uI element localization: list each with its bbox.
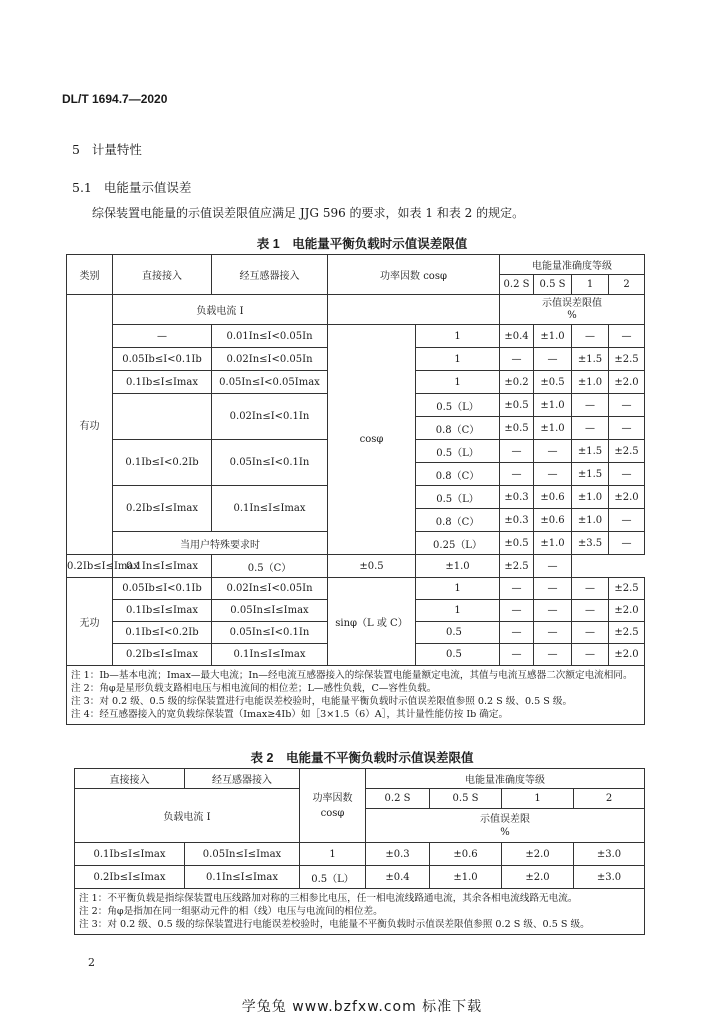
table-cell: 0.1In≤I≤Imax xyxy=(212,486,328,532)
site-footer: 学兔兔 www.bzfxw.com 标准下载 xyxy=(241,999,483,1015)
table-cell: — xyxy=(609,532,645,555)
table-cell: ±0.5 xyxy=(500,417,534,440)
table-cell: ±1.0 xyxy=(534,325,572,348)
header-accuracy: 电能量准确度等级 xyxy=(500,255,645,275)
special-requirement: 当用户特殊要求时 xyxy=(113,532,328,555)
table-cell: 0.2Ib≤I≤Imax xyxy=(75,866,185,889)
class-header: 1 xyxy=(502,789,574,809)
note-2: 注 2：角φ是指加在同一组驱动元件的相（线）电压与电流间的相位差。 xyxy=(79,906,383,917)
table-cell: — xyxy=(572,394,609,417)
table-cell: — xyxy=(534,578,572,600)
table-cell: — xyxy=(609,463,645,486)
table-cell: 0.1In≤I≤Imax xyxy=(212,644,328,666)
table-cell: — xyxy=(572,325,609,348)
table-cell: ±0.5 xyxy=(500,394,534,417)
class-header: 0.5 S xyxy=(430,789,502,809)
table-cell: 0.5 xyxy=(416,622,500,644)
table-cell: 0.1Ib≤I<0.2Ib xyxy=(113,440,212,486)
table-cell: ±1.0 xyxy=(430,866,502,889)
table-cell: 0.02In≤I<0.1In xyxy=(212,394,328,440)
table-cell: ±3.0 xyxy=(574,866,645,889)
table-cell: — xyxy=(534,463,572,486)
section-number: 5.1 xyxy=(72,180,92,195)
table-cell: 0.1Ib≤I≤Imax xyxy=(113,600,212,622)
table-2-notes xyxy=(75,889,645,935)
percent-label: % xyxy=(500,826,510,838)
header-direct: 直接接入 xyxy=(113,255,212,295)
table-cell: 1 xyxy=(416,600,500,622)
table-cell: 0.2Ib≤I≤Imax xyxy=(113,644,212,666)
table-cell: — xyxy=(500,622,534,644)
table-cell: ±0.5 xyxy=(534,371,572,394)
section-5-heading xyxy=(72,140,142,158)
table-cell: 1 xyxy=(416,371,500,394)
table-cell: ±2.0 xyxy=(502,866,574,889)
table-cell: — xyxy=(609,417,645,440)
table-cell: — xyxy=(500,644,534,666)
table-cell: — xyxy=(500,348,534,371)
table-cell: 1 xyxy=(416,578,500,600)
table-cell: ±2.0 xyxy=(609,600,645,622)
table-cell: ±2.5 xyxy=(609,348,645,371)
error-limit-label: 示值误差限值 xyxy=(542,297,602,309)
header-direct: 直接接入 xyxy=(75,769,185,789)
section-number: 5 xyxy=(72,142,80,157)
table-cell: ±3.5 xyxy=(572,532,609,555)
table-cell: — xyxy=(500,440,534,463)
table-cell: — xyxy=(534,622,572,644)
table-cell: 0.5（L） xyxy=(416,394,500,417)
table-cell: 0.05In≤I<0.1In xyxy=(212,440,328,486)
table-cell: — xyxy=(534,600,572,622)
table-cell: 0.2Ib≤I≤Imax xyxy=(113,486,212,532)
header-load-current: 负载电流 I xyxy=(75,789,300,843)
table-cell: 0.1Ib≤I<0.2Ib xyxy=(113,622,212,644)
percent-label: % xyxy=(567,309,577,321)
table-cell: ±1.0 xyxy=(534,532,572,555)
table-1-caption: 表 1 电能量平衡负载时示值误差限值 xyxy=(256,237,468,251)
table-cell: 0.5 xyxy=(416,644,500,666)
header-category: 类别 xyxy=(67,255,113,295)
table-cell: ±1.0 xyxy=(572,509,609,532)
table-cell: 0.05In≤I≤Imax xyxy=(212,600,328,622)
table-cell: ±1.0 xyxy=(416,555,500,578)
table-cell: — xyxy=(572,622,609,644)
table-cell: ±0.2 xyxy=(500,371,534,394)
class-header: 2 xyxy=(574,789,645,809)
header-power-factor: 功率因数 cosφ xyxy=(300,769,366,843)
table-cell: ±2.0 xyxy=(502,843,574,866)
note-4: 注 4：经互感器接入的宽负载综保装置（Imax≥4Ib）如［3×1.5（6）A］，其计量性能仿按 Ib 确定。 xyxy=(71,709,509,720)
table-cell: ±1.5 xyxy=(572,440,609,463)
table-cell: ±2.5 xyxy=(500,555,534,578)
header-load-current: 负载电流 I xyxy=(113,295,328,325)
table-cell: 0.02In≤I<0.05In xyxy=(212,578,328,600)
table-cell: — xyxy=(534,440,572,463)
table-2 xyxy=(74,768,645,935)
class-header: 0.2 S xyxy=(366,789,430,809)
table-cell: ±0.4 xyxy=(366,866,430,889)
table-cell: 0.05Ib≤I<0.1Ib xyxy=(113,348,212,371)
note-1: 注 1：不平衡负载是指综保装置电压线路加对称的三相参比电压，任一相电流线路通电流，其余各相电流线路无电流。 xyxy=(79,893,578,904)
header-via-ct: 经互感器接入 xyxy=(212,255,328,295)
table-cell: 0.8（C） xyxy=(416,417,500,440)
table-cell: ±0.5 xyxy=(500,532,534,555)
table-cell: ±1.5 xyxy=(572,348,609,371)
table-cell xyxy=(113,394,212,440)
table-cell: — xyxy=(609,509,645,532)
table-cell: — xyxy=(500,600,534,622)
table-cell: 0.1Ib≤I≤Imax xyxy=(75,843,185,866)
table-cell: ±1.0 xyxy=(572,371,609,394)
table-cell: ±2.0 xyxy=(609,486,645,509)
error-limit-label: 示值误差限 xyxy=(480,813,530,825)
header-accuracy: 电能量准确度等级 xyxy=(366,769,645,789)
table-cell: ±0.3 xyxy=(500,509,534,532)
table-cell: — xyxy=(534,644,572,666)
table-cell: 1 xyxy=(300,843,366,866)
table-cell: 1 xyxy=(416,348,500,371)
table-cell: ±0.5 xyxy=(328,555,416,578)
note-3: 注 3：对 0.2 级、0.5 级的综保装置进行电能误差校验时，电能量平衡负载时示值误差限值参照 0.2 S 级、0.5 S 级。 xyxy=(71,696,573,707)
class-header: 0.5 S xyxy=(534,275,572,295)
section-title: 电能量示值误差 xyxy=(103,180,192,195)
table-cell: 0.02In≤I<0.05In xyxy=(212,348,328,371)
header-power-factor: 功率因数 cosφ xyxy=(328,255,500,295)
table-cell: — xyxy=(572,417,609,440)
table-cell: ±0.3 xyxy=(500,486,534,509)
class-header: 1 xyxy=(572,275,609,295)
cos-phi-label: cosφ xyxy=(328,325,416,555)
section-5-1-heading xyxy=(72,178,191,196)
table-cell: — xyxy=(609,394,645,417)
table-cell: 0.1Ib≤I≤Imax xyxy=(113,371,212,394)
category-reactive: 无功 xyxy=(67,578,113,666)
table-cell: 0.1In≤I≤Imax xyxy=(113,555,212,578)
table-cell: ±2.5 xyxy=(609,578,645,600)
header-error-limit xyxy=(366,809,645,843)
table-cell: ±1.0 xyxy=(534,417,572,440)
table-cell: ±1.0 xyxy=(572,486,609,509)
table-cell: 1 xyxy=(416,325,500,348)
table-cell: ±0.6 xyxy=(534,509,572,532)
table-cell: ±1.0 xyxy=(534,394,572,417)
table-cell: ±2.0 xyxy=(609,644,645,666)
table-cell: 0.8（C） xyxy=(416,463,500,486)
section-title: 计量特性 xyxy=(91,142,142,157)
header-via-ct: 经互感器接入 xyxy=(185,769,300,789)
page-number: 2 xyxy=(88,956,95,969)
category-active: 有功 xyxy=(67,295,113,555)
table-cell: ±2.5 xyxy=(609,440,645,463)
table-cell: — xyxy=(113,325,212,348)
table-cell: 0.8（C） xyxy=(416,509,500,532)
table-cell: — xyxy=(609,325,645,348)
table-cell: 0.5（L） xyxy=(416,486,500,509)
class-header: 0.2 S xyxy=(500,275,534,295)
table-cell: 0.1In≤I≤Imax xyxy=(185,866,300,889)
note-1: 注 1：Ib—基本电流；Imax—最大电流；In—经电流互感器接入的综保装置电能量额定电流，其值与电流互感器二次额定电流相同。 xyxy=(71,670,633,681)
table-cell: ±0.6 xyxy=(430,843,502,866)
table-cell: ±0.6 xyxy=(534,486,572,509)
table-cell: — xyxy=(500,463,534,486)
table-cell: 0.05In≤I<0.05Imax xyxy=(212,371,328,394)
table-cell: — xyxy=(572,578,609,600)
table-cell: 0.05Ib≤I<0.1Ib xyxy=(113,578,212,600)
table-cell: ±3.0 xyxy=(574,843,645,866)
table-cell: 0.5（C） xyxy=(212,555,328,578)
table-2-caption: 表 2 电能量不平衡负载时示值误差限值 xyxy=(250,751,474,765)
table-cell: — xyxy=(534,555,572,578)
table-cell: 0.5（L） xyxy=(416,440,500,463)
table-cell: ±2.0 xyxy=(609,371,645,394)
table-cell: ±0.3 xyxy=(366,843,430,866)
table-1 xyxy=(66,254,645,725)
table-cell: 0.05In≤I≤Imax xyxy=(185,843,300,866)
table-cell: ±1.5 xyxy=(572,463,609,486)
table-cell: — xyxy=(572,600,609,622)
table-cell: 0.2Ib≤I≤Imax xyxy=(67,555,113,578)
table-cell: — xyxy=(500,578,534,600)
sin-phi-label: sinφ（L 或 C） xyxy=(328,578,416,666)
table-cell: 0.01In≤I<0.05In xyxy=(212,325,328,348)
table-cell: 0.05In≤I<0.1In xyxy=(212,622,328,644)
table-1-notes xyxy=(67,666,645,725)
header-error-limit xyxy=(500,295,645,325)
table-cell: 0.25（L） xyxy=(416,532,500,555)
table-cell: ±2.5 xyxy=(609,622,645,644)
table-cell: — xyxy=(534,348,572,371)
note-2: 注 2：角φ是星形负载支路相电压与相电流间的相位差；L—感性负载，C—容性负载。 xyxy=(71,683,437,694)
body-paragraph: 综保装置电能量的示值误差限值应满足 JJG 596 的要求，如表 1 和表 2 的规定。 xyxy=(92,206,525,220)
table-cell: 0.5（L） xyxy=(300,866,366,889)
table-cell: — xyxy=(572,644,609,666)
table-cell: ±0.4 xyxy=(500,325,534,348)
note-3: 注 3：对 0.2 级、0.5 级的综保装置进行电能误差校验时，电能量不平衡负载时示值误差限值参照 0.2 S 级、0.5 S 级。 xyxy=(79,919,590,930)
document-header: DL/T 1694.7—2020 xyxy=(62,92,168,106)
class-header: 2 xyxy=(609,275,645,295)
